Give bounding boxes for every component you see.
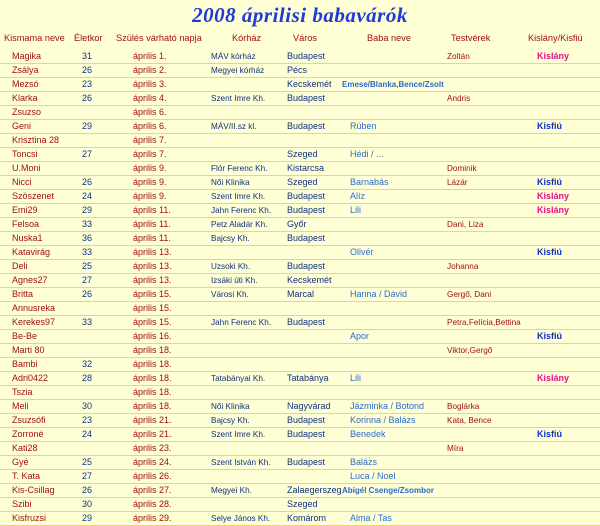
cell-city: Kecskemét [287, 79, 332, 89]
cell-age: 33 [82, 317, 93, 327]
cell-baby: Emese/Blanka,Bence/Zsolt [342, 80, 444, 89]
cell-hospital: Jahn Ferenc Kh. [211, 318, 272, 327]
header-city: Város [293, 33, 318, 43]
cell-city: Budapest [287, 233, 326, 243]
cell-baby: Hanna / Dávid [350, 289, 408, 299]
cell-age: 26 [82, 93, 93, 103]
cell-name: Adri0422 [12, 373, 49, 383]
cell-city: Budapest [287, 93, 326, 103]
table-row [0, 218, 600, 232]
cell-age: 36 [82, 233, 93, 243]
cell-city: Szeged [287, 177, 318, 187]
cell-age: 28 [82, 373, 93, 383]
cell-age: 27 [82, 275, 93, 285]
cell-date: április 18. [133, 401, 172, 411]
cell-age: 26 [82, 289, 93, 299]
cell-date: április 7. [133, 135, 167, 145]
cell-name: Zsálya [12, 65, 39, 75]
cell-baby: Benedek [350, 429, 386, 439]
cell-name: Zsuzsófi [12, 415, 46, 425]
cell-hospital: MÁV/II.sz kl. [211, 122, 257, 131]
cell-siblings: Zoltán [447, 52, 470, 61]
cell-date: április 3. [133, 79, 167, 89]
cell-name: Bambi [12, 359, 38, 369]
table-row [0, 260, 600, 274]
table-row [0, 372, 600, 386]
table-row [0, 512, 600, 526]
header-date: Szülés várható napja [116, 33, 202, 43]
cell-city: Nagyvárad [287, 401, 331, 411]
cell-age: 24 [82, 191, 93, 201]
cell-hospital: Uzsoki Kh. [211, 262, 251, 271]
cell-name: Katavirág [12, 247, 51, 257]
cell-siblings: Petra,Felícia,Bettina [447, 318, 521, 327]
table-row [0, 358, 600, 372]
cell-siblings: Johanna [447, 262, 479, 271]
table-row [0, 148, 600, 162]
cell-name: Marti 80 [12, 345, 45, 355]
cell-date: április 18. [133, 373, 172, 383]
cell-hospital: Tatabányai Kh. [211, 374, 266, 383]
cell-date: április 11. [133, 219, 171, 229]
cell-date: április 18. [133, 359, 172, 369]
cell-baby: Barnabás [350, 177, 389, 187]
cell-sex: Kislány [537, 205, 570, 215]
cell-siblings: Míra [447, 444, 464, 453]
cell-sex: Kisfiú [537, 177, 563, 187]
cell-hospital: Petz Aladár Kh. [211, 220, 268, 229]
cell-hospital: Városi Kh. [211, 290, 249, 299]
cell-city: Budapest [287, 457, 326, 467]
cell-siblings: Viktor,Gergő [447, 346, 493, 355]
cell-age: 30 [82, 401, 93, 411]
cell-sex: Kislány [537, 51, 570, 61]
cell-hospital: Izsáki úti Kh. [211, 276, 258, 285]
cell-city: Kistarcsa [287, 163, 325, 173]
cell-age: 33 [82, 247, 93, 257]
cell-city: Budapest [287, 121, 326, 131]
table-row [0, 470, 600, 484]
cell-siblings: Andris [447, 94, 471, 103]
cell-sex: Kislány [537, 191, 570, 201]
table-row [0, 386, 600, 400]
cell-name: Toncsi [12, 149, 38, 159]
cell-name: Zorroné [12, 429, 44, 439]
cell-hospital: MÁV kórház [211, 52, 256, 61]
cell-date: április 15. [133, 317, 172, 327]
cell-name: Szöszenet [12, 191, 55, 201]
cell-baby: Alíz [350, 191, 366, 201]
cell-date: április 21. [133, 429, 172, 439]
cell-city: Budapest [287, 415, 326, 425]
cell-date: április 11. [133, 205, 171, 215]
cell-name: Britta [12, 289, 34, 299]
cell-baby: Lili [350, 205, 362, 215]
cell-name: Meli [12, 401, 29, 411]
cell-name: Kati28 [12, 443, 38, 453]
cell-baby: Balázs [350, 457, 378, 467]
cell-age: 25 [82, 457, 93, 467]
cell-date: április 15. [133, 303, 172, 313]
header-name: Kismama neve [4, 33, 65, 43]
cell-baby: Alma / Tas [350, 513, 392, 523]
cell-city: Budapest [287, 317, 326, 327]
cell-age: 27 [82, 471, 93, 481]
header-baby: Baba neve [367, 33, 411, 43]
cell-hospital: Megyei Kh. [211, 486, 252, 495]
cell-hospital: Szent István Kh. [211, 458, 271, 467]
cell-hospital: Női Klinika [211, 402, 250, 411]
cell-age: 24 [82, 429, 93, 439]
cell-siblings: Dani, Liza [447, 220, 484, 229]
cell-age: 26 [82, 485, 93, 495]
cell-date: április 18. [133, 387, 172, 397]
cell-date: április 18. [133, 345, 172, 355]
cell-sex: Kisfiú [537, 331, 563, 341]
table-row [0, 232, 600, 246]
cell-sex: Kisfiú [537, 247, 563, 257]
cell-date: április 29. [133, 513, 172, 523]
cell-siblings: Dominik [447, 164, 477, 173]
header-sex: Kislány/Kisfiú [528, 33, 583, 43]
table-row [0, 120, 600, 134]
cell-sex: Kislány [537, 373, 570, 383]
cell-baby: Abigél Csenge/Zsombor [342, 486, 435, 495]
cell-hospital: Selye János Kh. [211, 514, 271, 523]
table-row [0, 498, 600, 512]
table-row [0, 134, 600, 148]
cell-age: 30 [82, 499, 93, 509]
cell-city: Győr [287, 219, 307, 229]
cell-date: április 23. [133, 443, 172, 453]
cell-siblings: Gergő, Dani [447, 290, 492, 299]
cell-city: Budapest [287, 191, 326, 201]
cell-name: Felsoa [12, 219, 40, 229]
table-row [0, 484, 600, 498]
table-row [0, 176, 600, 190]
cell-date: április 9. [133, 191, 167, 201]
cell-city: Szeged [287, 149, 318, 159]
cell-name: Agnes27 [12, 275, 48, 285]
cell-hospital: Jahn Ferenc Kh. [211, 206, 272, 215]
cell-hospital: Szent Imre Kh. [211, 94, 266, 103]
cell-baby: Rúben [350, 121, 377, 131]
cell-name: Magika [12, 51, 42, 61]
cell-date: április 21. [133, 415, 172, 425]
table-row [0, 302, 600, 316]
table-row [0, 414, 600, 428]
cell-name: Krisztina 28 [12, 135, 60, 145]
table-row [0, 162, 600, 176]
cell-siblings: Lázár [447, 178, 468, 187]
cell-age: 29 [82, 121, 93, 131]
cell-name: Kis-Csillag [12, 485, 55, 495]
cell-baby: Lili [350, 373, 362, 383]
cell-date: április 24. [133, 457, 172, 467]
page-title: 2008 áprilisi babavárók [192, 3, 408, 27]
cell-hospital: Megyei kórház [211, 66, 265, 75]
cell-hospital: Szent Imre Kh. [211, 192, 266, 201]
table-row [0, 400, 600, 414]
cell-date: április 26. [133, 471, 172, 481]
cell-name: Annusreka [12, 303, 56, 313]
cell-date: április 16. [133, 331, 172, 341]
cell-date: április 9. [133, 177, 167, 187]
cell-hospital: Flór Ferenc Kh. [211, 164, 268, 173]
cell-date: április 6. [133, 107, 167, 117]
table-body [0, 50, 600, 526]
cell-sex: Kisfiú [537, 121, 563, 131]
cell-sex: Kisfiú [537, 429, 563, 439]
cell-date: április 27. [133, 485, 172, 495]
cell-name: Klarka [12, 93, 38, 103]
cell-city: Budapest [287, 205, 326, 215]
cell-name: Be-Be [12, 331, 38, 341]
table-row [0, 50, 600, 64]
cell-age: 25 [82, 261, 93, 271]
cell-city: Zalaegerszeg [287, 485, 342, 495]
cell-age: 31 [82, 51, 93, 61]
cell-city: Budapest [287, 261, 326, 271]
table-row [0, 442, 600, 456]
cell-name: Emi29 [12, 205, 38, 215]
cell-name: Tszia [12, 387, 33, 397]
table-row [0, 344, 600, 358]
cell-date: április 4. [133, 93, 167, 103]
cell-name: Mezsó [12, 79, 39, 89]
cell-name: T. Kata [12, 471, 41, 481]
cell-baby: Hédi / ... [350, 149, 384, 159]
cell-age: 26 [82, 177, 93, 187]
cell-baby: Jázminka / Botond [350, 401, 425, 411]
cell-city: Tatabánya [287, 373, 329, 383]
cell-name: Geni [12, 121, 32, 131]
cell-name: Nuska1 [12, 233, 43, 243]
cell-date: április 9. [133, 163, 167, 173]
header-siblings: Testvérek [451, 33, 491, 43]
table-row [0, 204, 600, 218]
header-age: Életkor [74, 33, 103, 43]
cell-date: április 28. [133, 499, 172, 509]
cell-baby: Luca / Noel [350, 471, 396, 481]
cell-name: Gyé [12, 457, 29, 467]
cell-date: április 6. [133, 121, 167, 131]
cell-date: április 15. [133, 289, 172, 299]
table-row [0, 78, 600, 92]
cell-date: április 13. [133, 261, 172, 271]
cell-hospital: Szent Imre Kh. [211, 430, 266, 439]
table-row [0, 190, 600, 204]
cell-city: Budapest [287, 51, 326, 61]
table-row [0, 92, 600, 106]
cell-city: Kecskemét [287, 275, 332, 285]
cell-date: április 7. [133, 149, 167, 159]
header-hospital: Kórház [232, 33, 262, 43]
cell-siblings: Boglárka [447, 402, 480, 411]
cell-age: 29 [82, 205, 93, 215]
cell-age: 26 [82, 65, 93, 75]
cell-date: április 1. [133, 51, 167, 61]
table-row [0, 316, 600, 330]
cell-hospital: Bajcsy Kh. [211, 234, 250, 243]
cell-age: 27 [82, 149, 93, 159]
table-row [0, 274, 600, 288]
cell-date: április 13. [133, 275, 172, 285]
cell-name: Kerekes97 [12, 317, 56, 327]
cell-date: április 2. [133, 65, 167, 75]
cell-name: U.Moni [12, 163, 41, 173]
cell-baby: Apor [350, 331, 370, 341]
cell-siblings: Kata, Bence [447, 416, 492, 425]
table-row [0, 64, 600, 78]
cell-city: Komárom [287, 513, 327, 523]
cell-hospital: Női Klinika [211, 178, 250, 187]
table-row [0, 246, 600, 260]
cell-name: Nicci [12, 177, 32, 187]
cell-city: Pécs [287, 65, 308, 75]
cell-age: 29 [82, 513, 93, 523]
cell-name: Szibi [12, 499, 32, 509]
cell-baby: Korinna / Balázs [350, 415, 416, 425]
table-row [0, 288, 600, 302]
cell-age: 33 [82, 219, 93, 229]
cell-name: Deli [12, 261, 28, 271]
cell-date: április 11. [133, 233, 171, 243]
cell-city: Marcal [287, 289, 315, 299]
cell-city: Budapest [287, 429, 326, 439]
table-row [0, 428, 600, 442]
cell-date: április 13. [133, 247, 172, 257]
cell-age: 23 [82, 415, 93, 425]
cell-age: 23 [82, 79, 93, 89]
cell-hospital: Bajcsy Kh. [211, 416, 250, 425]
table-row [0, 330, 600, 344]
cell-city: Szeged [287, 499, 318, 509]
table-header [0, 33, 600, 47]
cell-baby: Olivér [350, 247, 374, 257]
cell-age: 32 [82, 359, 93, 369]
cell-name: Kisfruzsi [12, 513, 47, 523]
table-row [0, 106, 600, 120]
cell-name: Zsuzso [12, 107, 42, 117]
